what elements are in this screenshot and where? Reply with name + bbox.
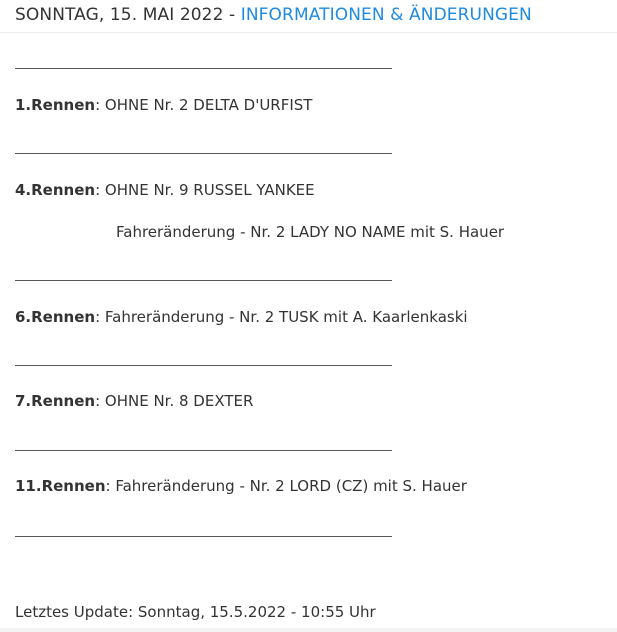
race-number: 6.Rennen — [15, 308, 96, 326]
race-entry-6 — [15, 308, 468, 326]
race-number: 1.Rennen — [15, 96, 96, 114]
divider — [15, 280, 392, 281]
bottom-rule — [0, 628, 617, 632]
race-number: 4.Rennen — [15, 181, 96, 199]
race-number: 7.Rennen — [15, 392, 96, 410]
page-header — [0, 0, 617, 33]
race-entry-4 — [15, 181, 315, 199]
page-title — [15, 5, 532, 25]
header-separator: - — [223, 5, 241, 25]
race-entry-1 — [15, 96, 312, 114]
race-entry-4-extra: Fahreränderung - Nr. 2 LADY NO NAME mit S. Hauer — [116, 223, 505, 241]
divider — [15, 153, 392, 154]
race-info: : OHNE Nr. 8 DEXTER — [95, 392, 254, 410]
divider — [15, 450, 392, 451]
race-info: : Fahreränderung - Nr. 2 LORD (CZ) mit S. Hauer — [105, 477, 467, 495]
race-entry-7 — [15, 392, 253, 410]
race-number: 11.Rennen — [15, 477, 106, 495]
divider — [15, 536, 392, 537]
last-update: Letztes Update: Sonntag, 15.5.2022 - 10:55 Uhr — [15, 603, 376, 621]
race-info: : OHNE Nr. 9 RUSSEL YANKEE — [95, 181, 315, 199]
header-date: SONNTAG, 15. MAI 2022 — [15, 5, 224, 25]
race-info: : OHNE Nr. 2 DELTA D'URFIST — [95, 96, 313, 114]
divider — [15, 365, 392, 366]
divider — [15, 68, 392, 69]
header-section: INFORMATIONEN & ÄNDERUNGEN — [240, 5, 532, 25]
race-info: : Fahreränderung - Nr. 2 TUSK mit A. Kaarlenkaski — [95, 308, 468, 326]
race-entry-11 — [15, 477, 467, 495]
